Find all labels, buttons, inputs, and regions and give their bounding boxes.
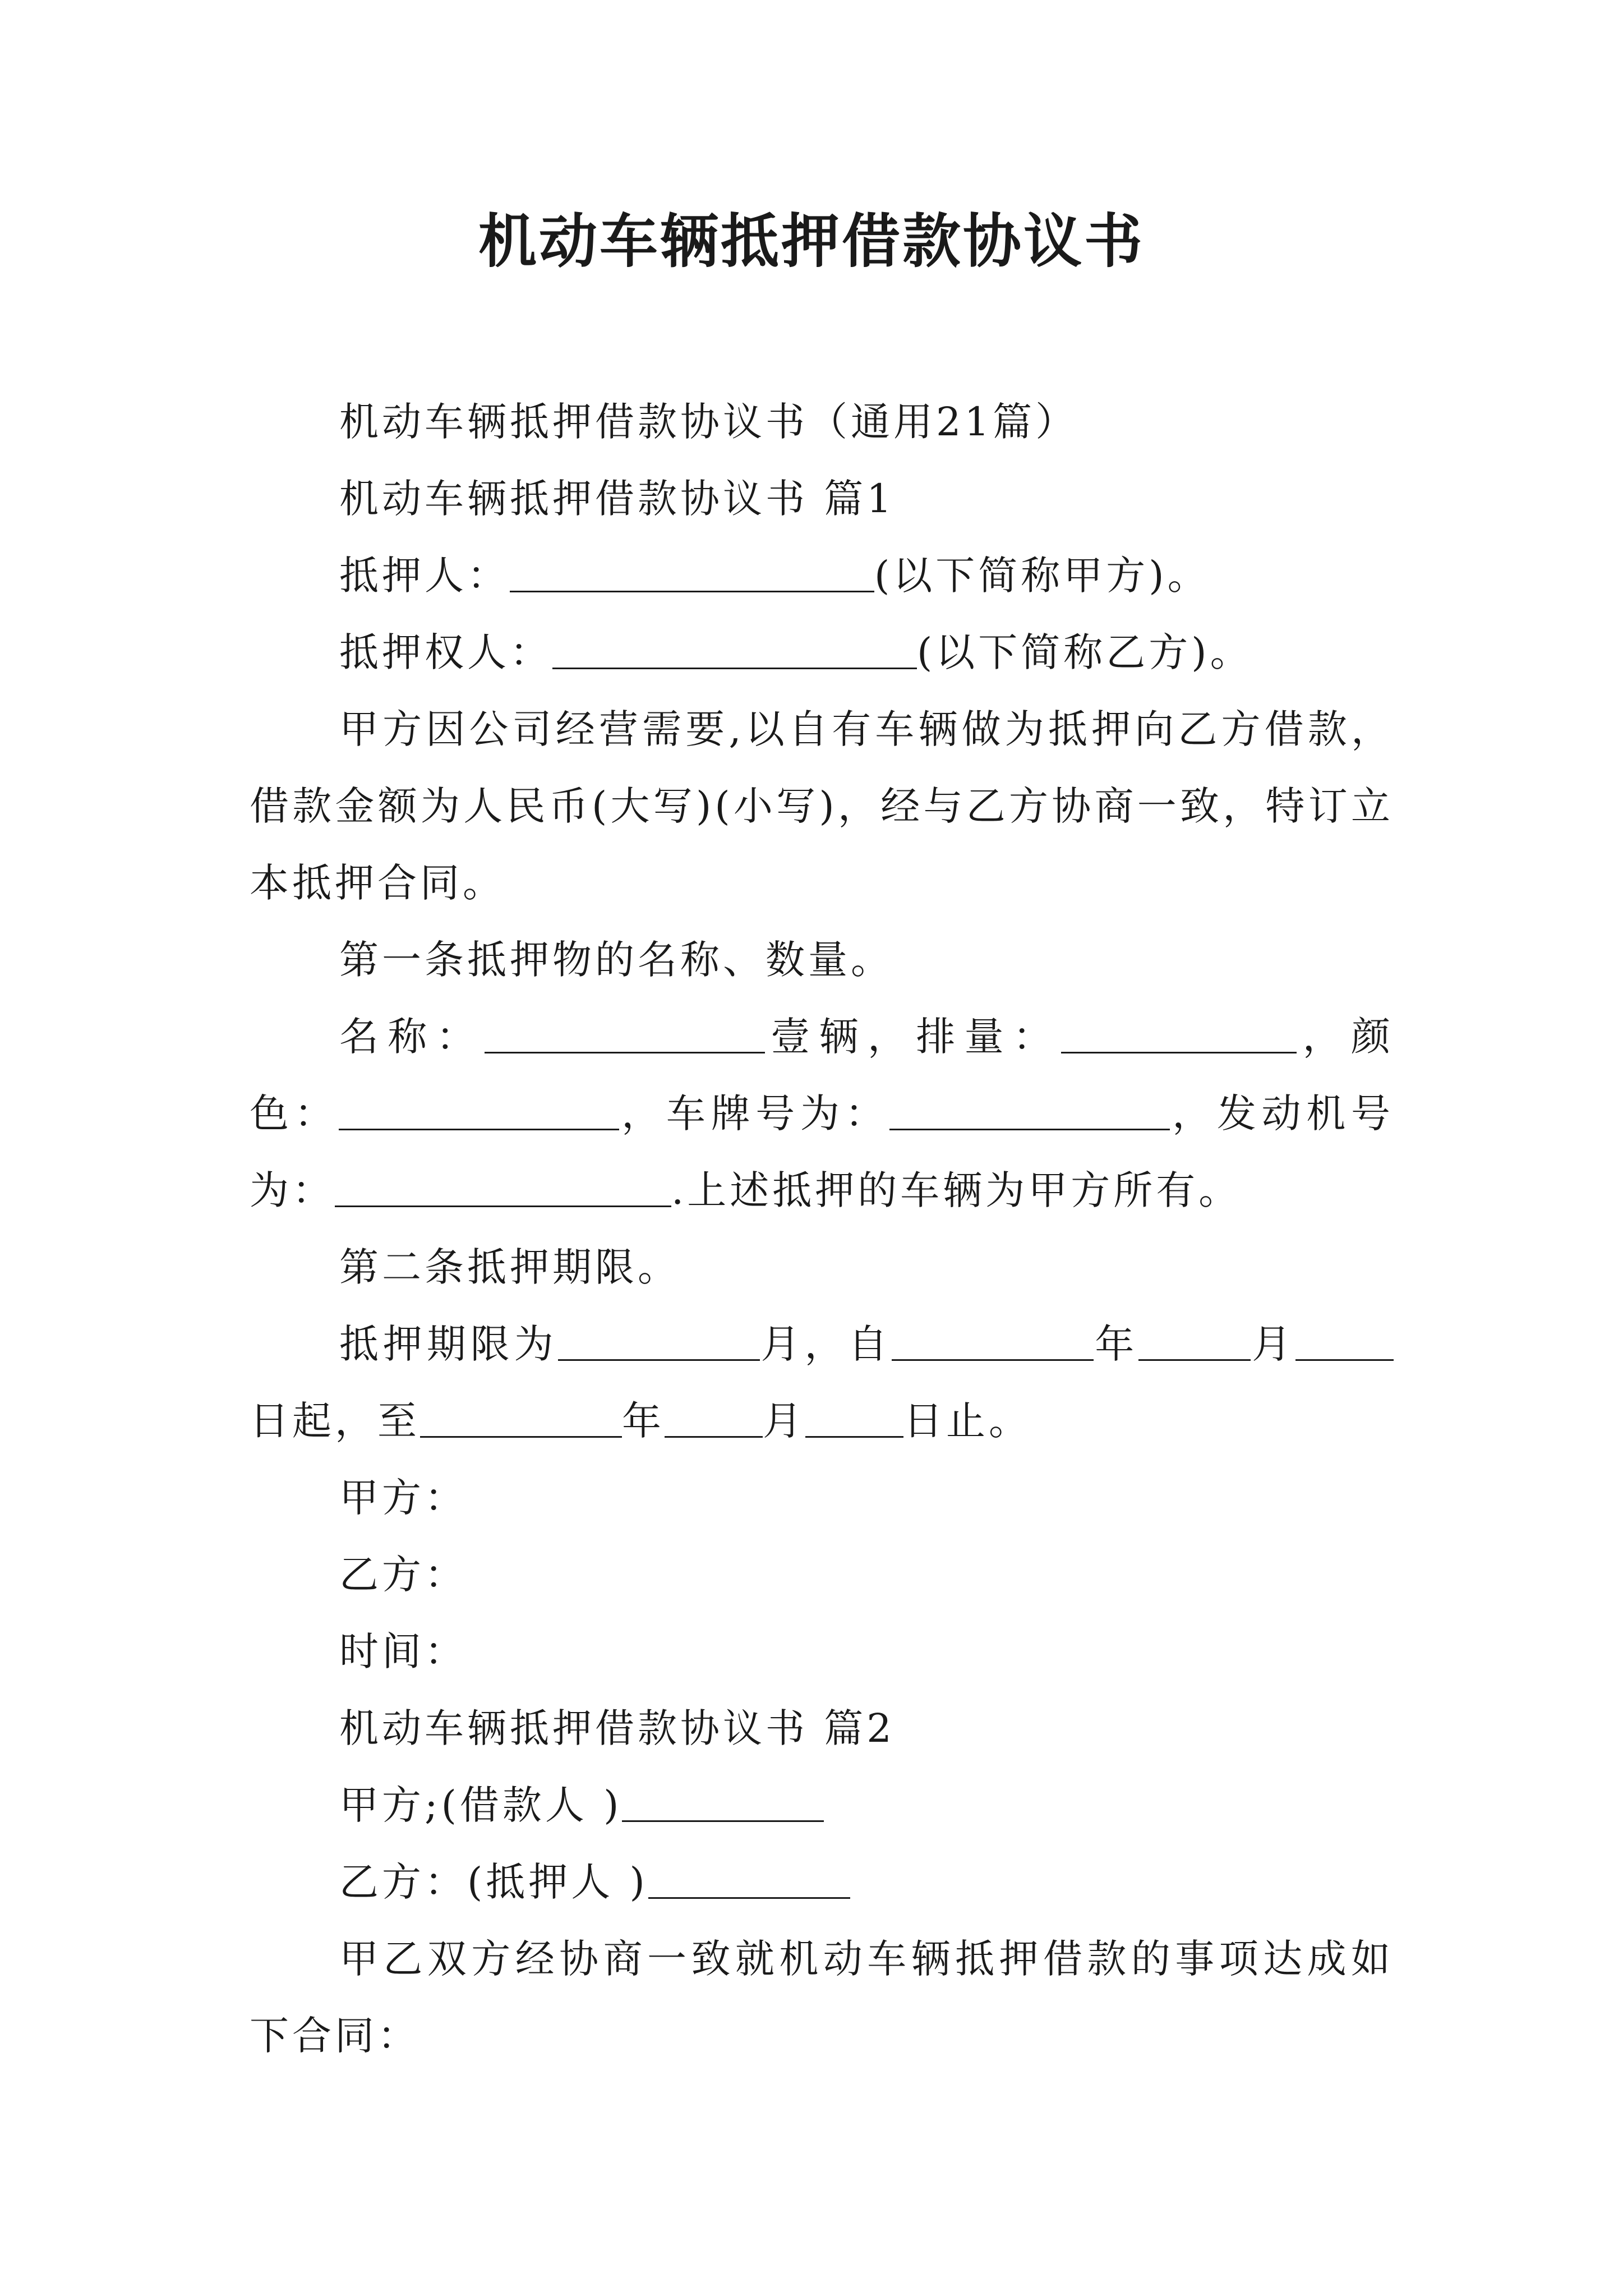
mortgagee-blank: [552, 628, 917, 669]
plate-label: ，车牌号为：: [619, 1091, 890, 1137]
pledgor-blank: [648, 1858, 850, 1899]
mortgagee-suffix: (以下简称乙方)。: [917, 629, 1253, 675]
end-month-unit: 月: [763, 1398, 805, 1444]
party-a-signature: 甲方：: [339, 1475, 467, 1521]
part1-intro: 甲方因公司经营需要,以自有车辆做为抵押向乙方借款，借款金额为人民币(大写)(小写)，经与乙方协商一致，特订立本抵押合同。: [250, 706, 1394, 906]
start-month-blank: [1138, 1320, 1251, 1361]
borrower-blank: [622, 1781, 824, 1822]
part2-party-b-label: 乙方：(抵押人 ): [339, 1859, 648, 1905]
mortgagor-blank: [510, 551, 874, 592]
mortgagor-suffix: (以下简称甲方)。: [874, 553, 1210, 599]
end-month-blank: [665, 1397, 763, 1438]
party-b-signature: 乙方：: [339, 1552, 467, 1598]
vehicle-details: [250, 999, 1394, 1229]
term-line: [250, 1306, 1394, 1460]
term-prefix: 抵押期限为: [339, 1321, 558, 1367]
document-subtitle: 机动车辆抵押借款协议书（通用21篇）: [339, 399, 1078, 445]
start-day-blank: [1295, 1320, 1394, 1361]
term-months-blank: [558, 1320, 760, 1361]
plate-blank: [889, 1089, 1170, 1130]
engine-blank: [335, 1166, 671, 1207]
ownership-text: .上述抵押的车辆为甲方所有。: [671, 1167, 1242, 1213]
part2-party-a-label: 甲方;(借款人 ): [339, 1782, 623, 1828]
term-month-from: 月，自: [759, 1321, 892, 1367]
mortgagee-line: [250, 614, 1394, 691]
part2-heading: 机动车辆抵押借款协议书 篇2: [339, 1705, 895, 1751]
article1-heading: 第一条抵押物的名称、数量。: [339, 937, 893, 983]
name-label: 名称：: [339, 1014, 485, 1060]
article2-heading: 第二条抵押期限。: [339, 1244, 680, 1290]
name-unit: 壹辆，排量：: [765, 1014, 1062, 1060]
document-body: [250, 384, 1394, 2074]
mortgagor-label: 抵押人：: [339, 553, 510, 599]
part2-intro: 甲乙双方经协商一致就机动车辆抵押借款的事项达成如下合同：: [250, 1936, 1394, 2059]
mortgagee-label: 抵押权人：: [339, 629, 552, 675]
end-year-blank: [420, 1397, 622, 1438]
displacement-blank: [1061, 1013, 1297, 1053]
start-year-unit: 年: [1094, 1321, 1139, 1367]
part2-party-b-line: [250, 1844, 1394, 1921]
day-to-text: 日止。: [903, 1398, 1031, 1444]
part1-heading: 机动车辆抵押借款协议书 篇1: [339, 476, 895, 522]
day-from-text: 日起，至: [250, 1398, 420, 1444]
part2-party-a-line: [250, 1767, 1394, 1844]
start-year-blank: [892, 1320, 1094, 1361]
signature-time: 时间：: [339, 1628, 467, 1674]
mortgagor-line: [250, 537, 1394, 614]
color-label: ，颜色：: [250, 1014, 1394, 1137]
start-month-unit: 月: [1251, 1321, 1296, 1367]
color-blank: [339, 1089, 619, 1130]
end-day-blank: [805, 1397, 903, 1438]
name-blank: [485, 1013, 765, 1053]
end-year-unit: 年: [622, 1398, 665, 1444]
document-title: 机动车辆抵押借款协议书: [478, 206, 1145, 275]
engine-label: ，发动机号为：: [250, 1091, 1394, 1213]
